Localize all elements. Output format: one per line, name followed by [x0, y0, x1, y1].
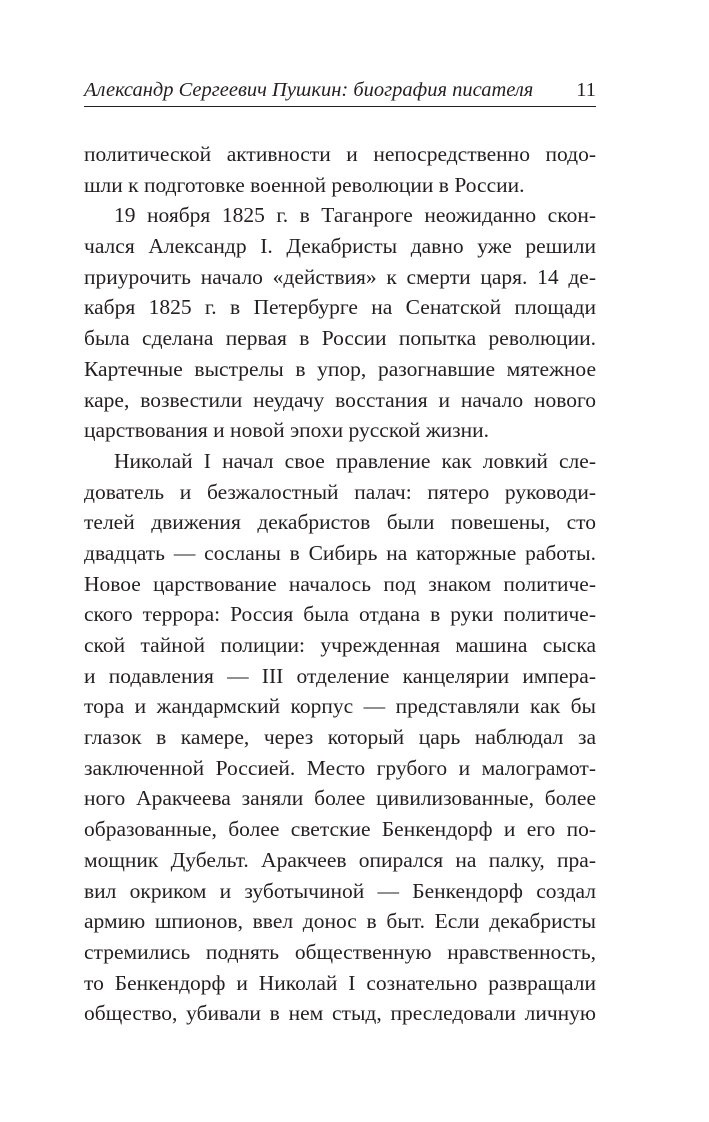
page-number: 11	[576, 79, 596, 101]
text-line: кабря 1825 г. в Петербурге на Сенатской площади	[84, 295, 596, 320]
text-line: двадцать — сосланы в Сибирь на каторжные работы.	[84, 540, 596, 565]
text-line: 19 ноября 1825 г. в Таганроге неожиданно скон-	[114, 203, 596, 228]
text-line: ской тайной полиции: учрежденная машина сыска	[84, 633, 596, 657]
text-line: Картечные выстрелы в упор, разогнавшие мятежное	[84, 356, 596, 381]
body-text	[84, 139, 596, 1029]
text-line: политической активности и непосредственно подо-	[84, 142, 596, 166]
text-line: стремились поднять общественную нравственность,	[84, 939, 596, 964]
text-line: телей движения декабристов были повешены, сто	[84, 510, 596, 535]
text-line: общество, убивали в нем стыд, преследовали личную	[84, 1001, 596, 1026]
text-line: Николай I начал свое правление как ловкий сле-	[114, 448, 596, 473]
text-line: мощник Дубельт. Аракчеев опирался на палку, пра-	[84, 847, 596, 872]
text-line: заключенной Россией. Место грубого и малограмот-	[84, 755, 596, 780]
text-line: приурочить начало «действия» к смерти царя. 14 де-	[84, 264, 596, 289]
text-line: шли к подготовке военной революции в России.	[84, 172, 525, 197]
running-title: Александр Сергеевич Пушкин: биография писателя	[84, 79, 534, 101]
text-line: глазок в камере, через который царь наблюдал за	[84, 725, 596, 750]
text-line: ного Аракчеева заняли более цивилизованные, более	[84, 786, 596, 811]
text-line: тора и жандармский корпус — представляли как бы	[84, 694, 596, 719]
text-line: армию шпионов, ввел донос в быт. Если декабристы	[84, 909, 596, 934]
running-header	[84, 76, 596, 107]
text-line: была сделана первая в России попытка революции.	[84, 326, 596, 351]
text-line: то Бенкендорф и Николай I сознательно развращали	[84, 970, 596, 995]
text-line: и подавления — III отделение канцелярии импера-	[84, 663, 596, 688]
text-line: царствования и новой эпохи русской жизни.	[84, 418, 490, 443]
text-line: чался Александр I. Декабристы давно уже решили	[84, 234, 596, 259]
text-line: Новое царствование началось под знаком политиче-	[84, 571, 596, 596]
text-line: дователь и безжалостный палач: пятеро руководи-	[84, 479, 596, 504]
text-line: каре, возвестили неудачу восстания и начало нового	[84, 387, 596, 412]
text-line: вил окриком и зуботычиной — Бенкендорф создал	[84, 878, 596, 903]
text-line: ского террора: Россия была отдана в руки политиче-	[84, 602, 596, 627]
text-line: образованные, более светские Бенкендорф и его по-	[84, 817, 596, 842]
